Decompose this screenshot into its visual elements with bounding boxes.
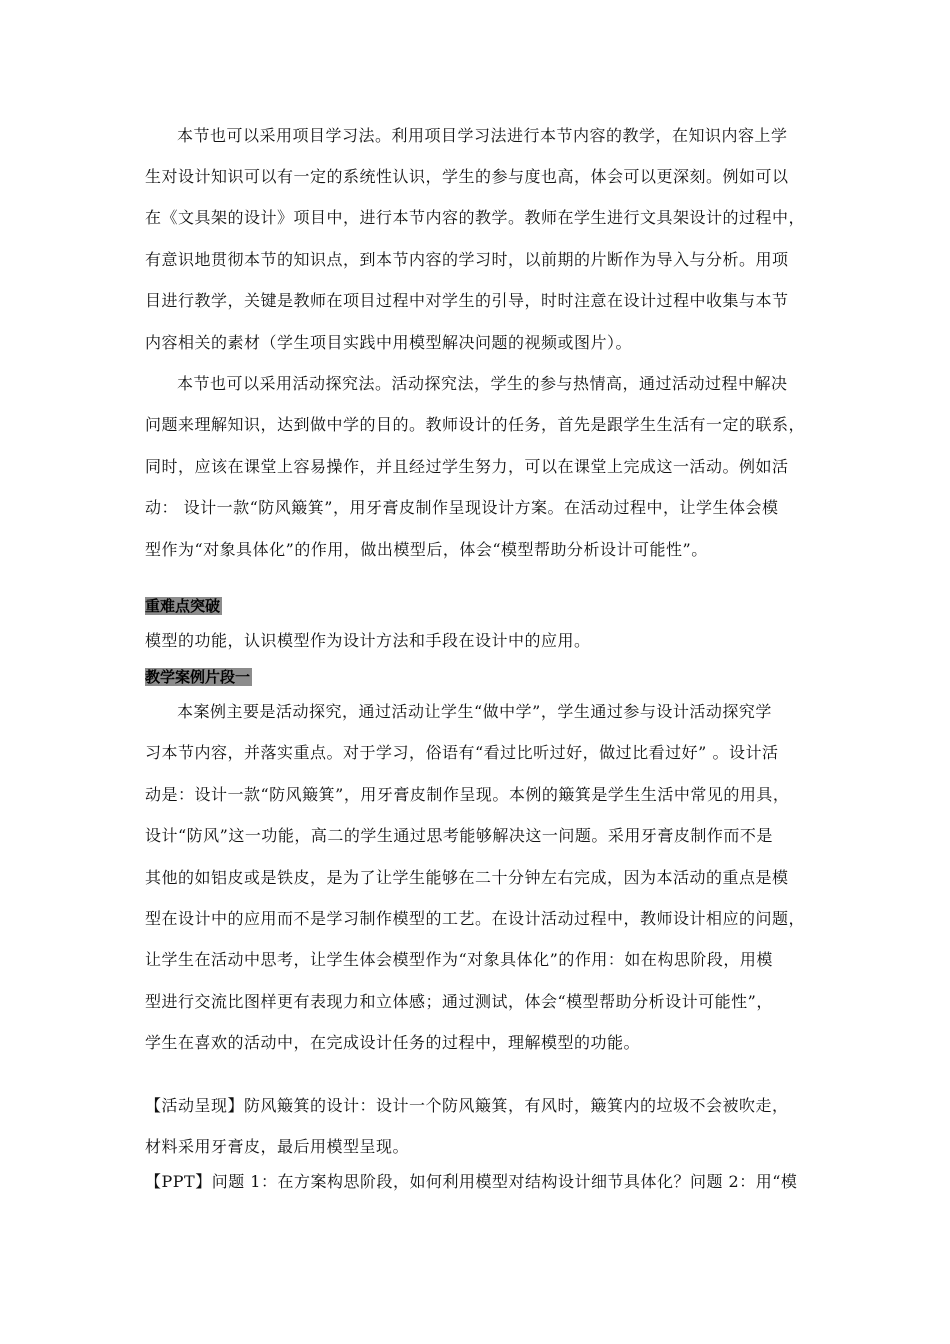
paragraph-line: 有意识地贯彻本节的知识点，到本节内容的学习时，以前期的片断作为导入与分析。用项 [145, 250, 789, 269]
paragraph-line: 型作为“对象具体化”的作用，做出模型后，体会“模型帮助分析设计可能性”。 [145, 540, 708, 559]
paragraph-line: 习本节内容，并落实重点。对于学习，俗语有“看过比听过好，做过比看过好” 。设计活 [145, 743, 779, 762]
paragraph-line: 问题来理解知识，达到做中学的目的。教师设计的任务，首先是跟学生生活有一定的联系， [145, 415, 806, 434]
section-heading-case: 教学案例片段一 [145, 668, 251, 686]
paragraph-line: 型进行交流比图样更有表现力和立体感；通过测试，体会“模型帮助分析设计可能性”， [145, 992, 773, 1011]
paragraph-line: 型在设计中的应用而不是学习制作模型的工艺。在设计活动过程中，教师设计相应的问题， [145, 909, 806, 928]
paragraph-line: 学生在喜欢的活动中，在完成设计任务的过程中，理解模型的功能。 [145, 1033, 641, 1052]
paragraph-line: 本节也可以采用活动探究法。活动探究法，学生的参与热情高，通过活动过程中解决 [177, 374, 788, 393]
paragraph-line: 【PPT】问题 1：在方案构思阶段，如何利用模型对结构设计细节具体化？问题 2：用“模 [145, 1172, 798, 1191]
paragraph-line: 本节也可以采用项目学习法。利用项目学习法进行本节内容的教学，在知识内容上学 [177, 126, 788, 145]
paragraph-line: 设计“防风”这一功能，高二的学生通过思考能够解决这一问题。采用牙膏皮制作而不是 [145, 826, 773, 845]
paragraph-line: 在《文具架的设计》项目中，进行本节内容的教学。教师在学生进行文具架设计的过程中， [145, 208, 806, 227]
paragraph-line: 材料采用牙膏皮，最后用模型呈现。 [145, 1137, 410, 1156]
paragraph-line: 让学生在活动中思考，让学生体会模型作为“对象具体化”的作用：如在构思阶段，用模 [145, 950, 773, 969]
paragraph-line: 【活动呈现】防风簸箕的设计：设计一个防风簸箕，有风时，簸箕内的垃圾不会被吹走， [145, 1096, 789, 1115]
paragraph-line: 目进行教学，关键是教师在项目过程中对学生的引导，时时注意在设计过程中收集与本节 [145, 291, 789, 310]
paragraph-line: 动： 设计一款“防风簸箕”，用牙膏皮制作呈现设计方案。在活动过程中，让学生体会模 [145, 498, 779, 517]
section-heading-key-points: 重难点突破 [145, 597, 221, 615]
paragraph-line: 动是：设计一款“防风簸箕”，用牙膏皮制作呈现。本例的簸箕是学生生活中常见的用具， [145, 785, 790, 804]
paragraph-line: 本案例主要是活动探究，通过活动让学生“做中学”，学生通过参与设计活动探究学 [177, 702, 772, 721]
paragraph-line: 同时，应该在课堂上容易操作，并且经过学生努力，可以在课堂上完成这一活动。例如活 [145, 457, 789, 476]
key-points-text: 模型的功能，认识模型作为设计方法和手段在设计中的应用。 [145, 631, 591, 650]
paragraph-line: 内容相关的素材（学生项目实践中用模型解决问题的视频或图片）。 [145, 333, 633, 352]
paragraph-line: 生对设计知识可以有一定的系统性认识，学生的参与度也高，体会可以更深刻。例如可以 [145, 167, 789, 186]
paragraph-line: 其他的如铝皮或是铁皮，是为了让学生能够在二十分钟左右完成，因为本活动的重点是模 [145, 868, 789, 887]
